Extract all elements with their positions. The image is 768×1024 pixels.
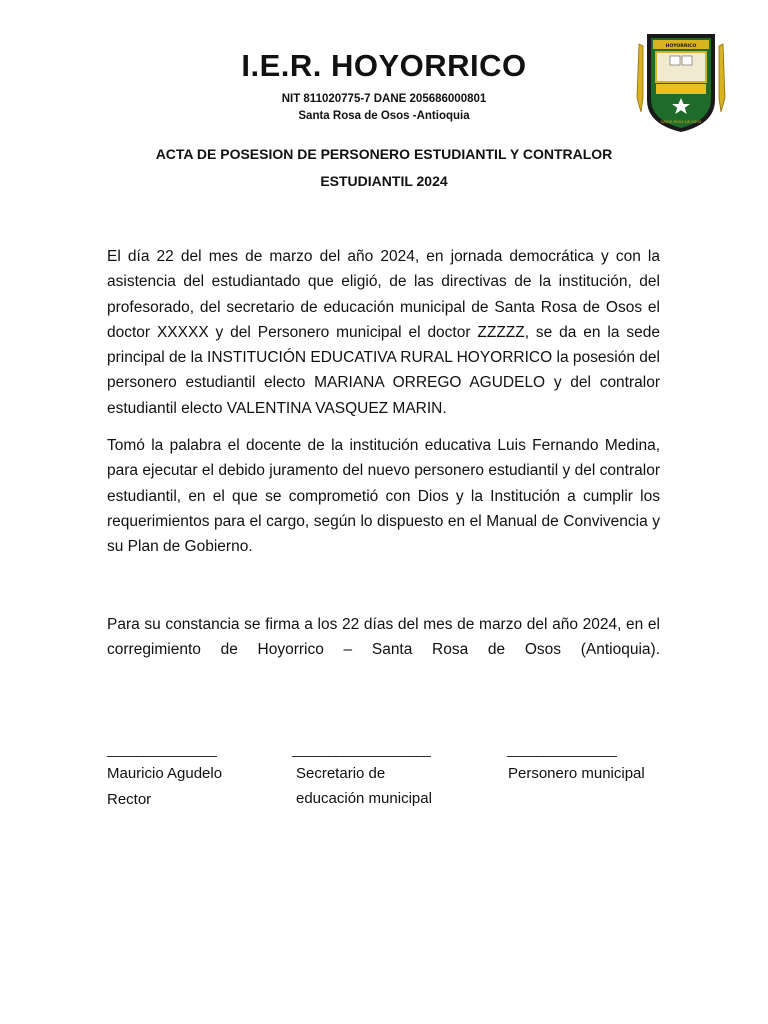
secretary-label-line-2: educación municipal	[296, 790, 432, 807]
school-crest-logo	[633, 28, 729, 136]
document-title-line-1: ACTA DE POSESION DE PERSONERO ESTUDIANTIL Y CONTRALOR	[155, 146, 613, 162]
signature-line-rector: _______________	[107, 741, 217, 757]
secretary-label-line-1: Secretario de	[296, 765, 386, 782]
location: Santa Rosa de Osos -Antioquia	[298, 110, 470, 122]
signature-line-secretary: ___________________	[292, 741, 431, 757]
signature-line-personero: _______________	[507, 741, 617, 757]
rector-name: Mauricio Agudelo	[107, 765, 223, 782]
rector-role: Rector	[107, 791, 152, 808]
paragraph-signature-statement: Para su constancia se firma a los 22 días del mes de marzo del año 2024, en el corregimiento de Hoyorrico – Santa Rosa de Osos (Antioquia).	[107, 616, 660, 659]
paragraph-oath: Tomó la palabra el docente de la institución educativa Luis Fernando Medina, para ejecutar el debido juramento del nuevo personero estudiantil y del contralor estudiantil, en el que se comprometió con Dios y la Institución a cumplir los requerimientos para el cargo, según lo dispuesto en el Manual de Convivencia y su Plan de Gobierno.	[107, 437, 660, 556]
nit-dane: NIT 811020775-7 DANE 205686000801	[281, 93, 487, 105]
school-name: I.E.R. HOYORRICO	[241, 48, 527, 83]
personero-label: Personero municipal	[508, 765, 645, 782]
paragraph-ceremony: El día 22 del mes de marzo del año 2024, en jornada democrática y con la asistencia del estudiantado que eligió, de las directivas de la institución, del profesorado, del secretario de educación municipal de Santa Rosa de Osos el doctor XXXXX y del Personero municipal el doctor ZZZZZ, se da en la sede principal de la INSTITUCIÓN EDUCATIVA RURAL HOYORRICO la posesión del personero estudiantil electo MARIANA ORREGO AGUDELO y del contralor estudiantil electo VALENTINA VASQUEZ MARIN.	[107, 248, 660, 417]
document-title-line-2: ESTUDIANTIL 2024	[320, 173, 448, 189]
svg-text:HOYORRICO: HOYORRICO	[665, 44, 697, 49]
svg-text:SANTA ROSA DE OSOS: SANTA ROSA DE OSOS	[660, 120, 702, 124]
